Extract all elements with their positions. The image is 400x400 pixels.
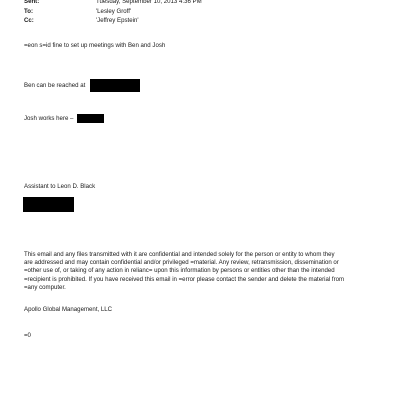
to-value: 'Lesley Groff' <box>96 8 132 15</box>
redaction-bar <box>23 197 74 212</box>
redaction-bar <box>77 114 104 123</box>
to-label: To: <box>24 8 34 15</box>
sent-value: Tuesday, September 10, 2013 4:36 PM <box>96 0 202 5</box>
ben-contact-text: Ben can be reached at <box>24 82 86 90</box>
disclaimer-line: =recipient is prohibited. If you have received this email in =error please contact the sender and delete the material from <box>24 275 345 283</box>
sent-label: Sent: <box>24 0 40 5</box>
company-name: Apollo Global Management, LLC <box>24 306 113 313</box>
disclaimer-line: =any computer. <box>24 283 66 291</box>
josh-work-text: Josh works here – <box>24 115 74 123</box>
disclaimer-line: are addressed and may contain confidential and/or privileged =material. Any review, retransmission, dissemination or <box>24 259 339 267</box>
signature-title: Assistant to Leon D. Black <box>24 183 96 190</box>
cc-label: Cc: <box>24 17 34 24</box>
body-line-ben <box>24 79 140 92</box>
footer-mark: =0 <box>24 332 31 339</box>
body-line-josh <box>24 114 104 123</box>
body-line-meetings: =eon s=id fine to set up meetings with Ben and Josh <box>24 42 166 49</box>
confidentiality-disclaimer <box>24 251 380 292</box>
redaction-bar <box>90 79 140 92</box>
disclaimer-line: =other use of, or taking of any action in relianc= upon this information by persons or entities other than the intended <box>24 267 335 275</box>
cc-value: 'Jeffrey Epstein' <box>96 17 139 24</box>
disclaimer-line: This email and any files transmitted with it are confidential and intended solely for the person or entity to whom they <box>24 251 335 258</box>
